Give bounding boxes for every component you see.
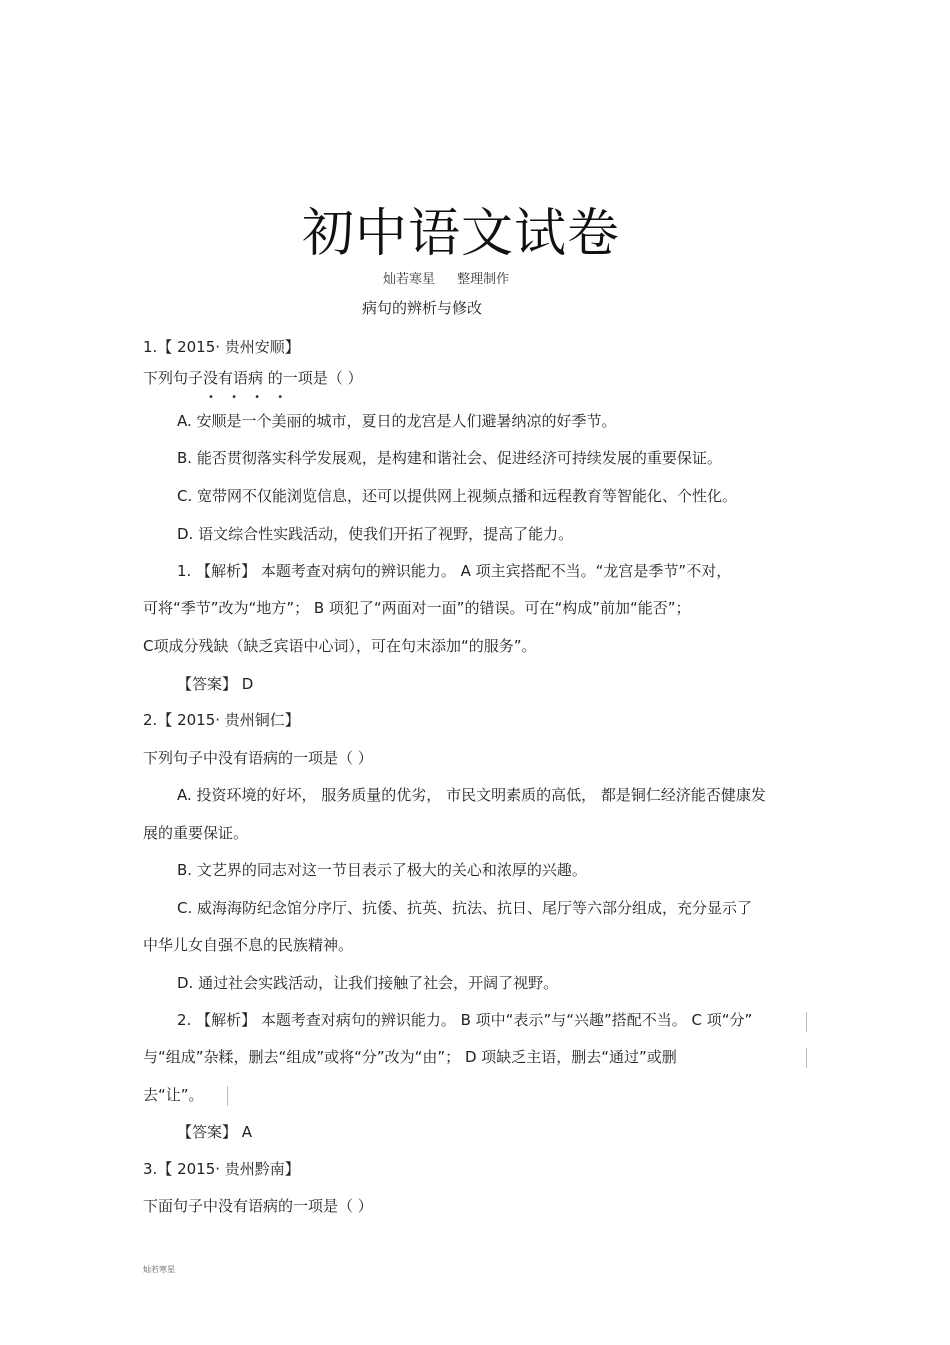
question-2-option-b: B. 文艺界的同志对这一节目表示了极大的关心和浓厚的兴趣。	[177, 861, 587, 879]
question-2-analysis-line-2: 与“组成”杂糅，删去“组成”或将“分”改为“由”； D 项缺乏主语，删去“通过”或删	[143, 1048, 677, 1066]
question-1-analysis-line-3: C项成分残缺（缺乏宾语中心词），可在句末添加“的服务”。	[143, 637, 537, 655]
section-heading: 病句的辨析与修改	[362, 299, 483, 317]
question-2-option-a-line-1: A. 投资环境的好坏， 服务质量的优劣， 市民文明素质的高低， 都是铜仁经济能否健康发	[177, 786, 766, 804]
question-2-option-d: D. 通过社会实践活动，让我们接触了社会，开阔了视野。	[177, 974, 559, 992]
question-2-option-c-line-1: C. 威海海防纪念馆分序厅、抗倭、抗英、抗法、抗日、尾厅等六部分组成，充分显示了	[177, 899, 753, 917]
question-1-heading: 1.【 2015· 贵州安顺】	[143, 338, 300, 356]
emphasis-dots: • • • •	[208, 392, 291, 403]
question-1-option-b: B. 能否贯彻落实科学发展观，是构建和谐社会、促进经济可持续发展的重要保证。	[177, 449, 722, 467]
question-2-answer: 【答案】 A	[177, 1123, 253, 1141]
author-byline: 灿若寒星 整理制作	[383, 272, 510, 287]
question-1-stem: 下列句子没有语病 的一项是（ ）	[143, 369, 363, 387]
question-1-analysis-line-1: 1. 【解析】 本题考查对病句的辨识能力。 A 项主宾搭配不当。“龙宫是季节”不对，	[177, 562, 732, 580]
question-2-stem: 下列句子中没有语病的一项是（ ）	[143, 749, 373, 767]
question-2-option-a-line-2: 展的重要保证。	[143, 824, 249, 842]
question-2-heading: 2.【 2015· 贵州铜仁】	[143, 711, 300, 729]
margin-rule	[227, 1086, 228, 1106]
question-3-heading: 3.【 2015· 贵州黔南】	[143, 1160, 300, 1178]
margin-rule	[806, 1012, 807, 1032]
question-1-option-a: A. 安顺是一个美丽的城市，夏日的龙宫是人们避暑纳凉的好季节。	[177, 412, 617, 430]
question-3-stem: 下面句子中没有语病的一项是（ ）	[143, 1197, 373, 1215]
question-1-analysis-line-2: 可将“季节”改为“地方”； B 项犯了“两面对一面”的错误。可在“构成”前加“能否”；	[143, 599, 691, 617]
margin-rule	[806, 1048, 807, 1068]
document-title: 初中语文试卷	[302, 204, 621, 264]
page-footer: 灿若寒星	[143, 1265, 175, 1274]
question-2-analysis-line-3: 去“让”。	[143, 1086, 204, 1104]
question-1-option-d: D. 语文综合性实践活动，使我们开拓了视野，提高了能力。	[177, 525, 574, 543]
question-2-option-c-line-2: 中华儿女自强不息的民族精神。	[143, 936, 354, 954]
question-2-analysis-line-1: 2. 【解析】 本题考查对病句的辨识能力。 B 项中“表示”与“兴趣”搭配不当。 C 项“分”	[177, 1011, 753, 1029]
question-1-option-c: C. 宽带网不仅能浏览信息，还可以提供网上视频点播和远程教育等智能化、个性化。	[177, 487, 738, 505]
question-1-answer: 【答案】 D	[177, 675, 254, 693]
